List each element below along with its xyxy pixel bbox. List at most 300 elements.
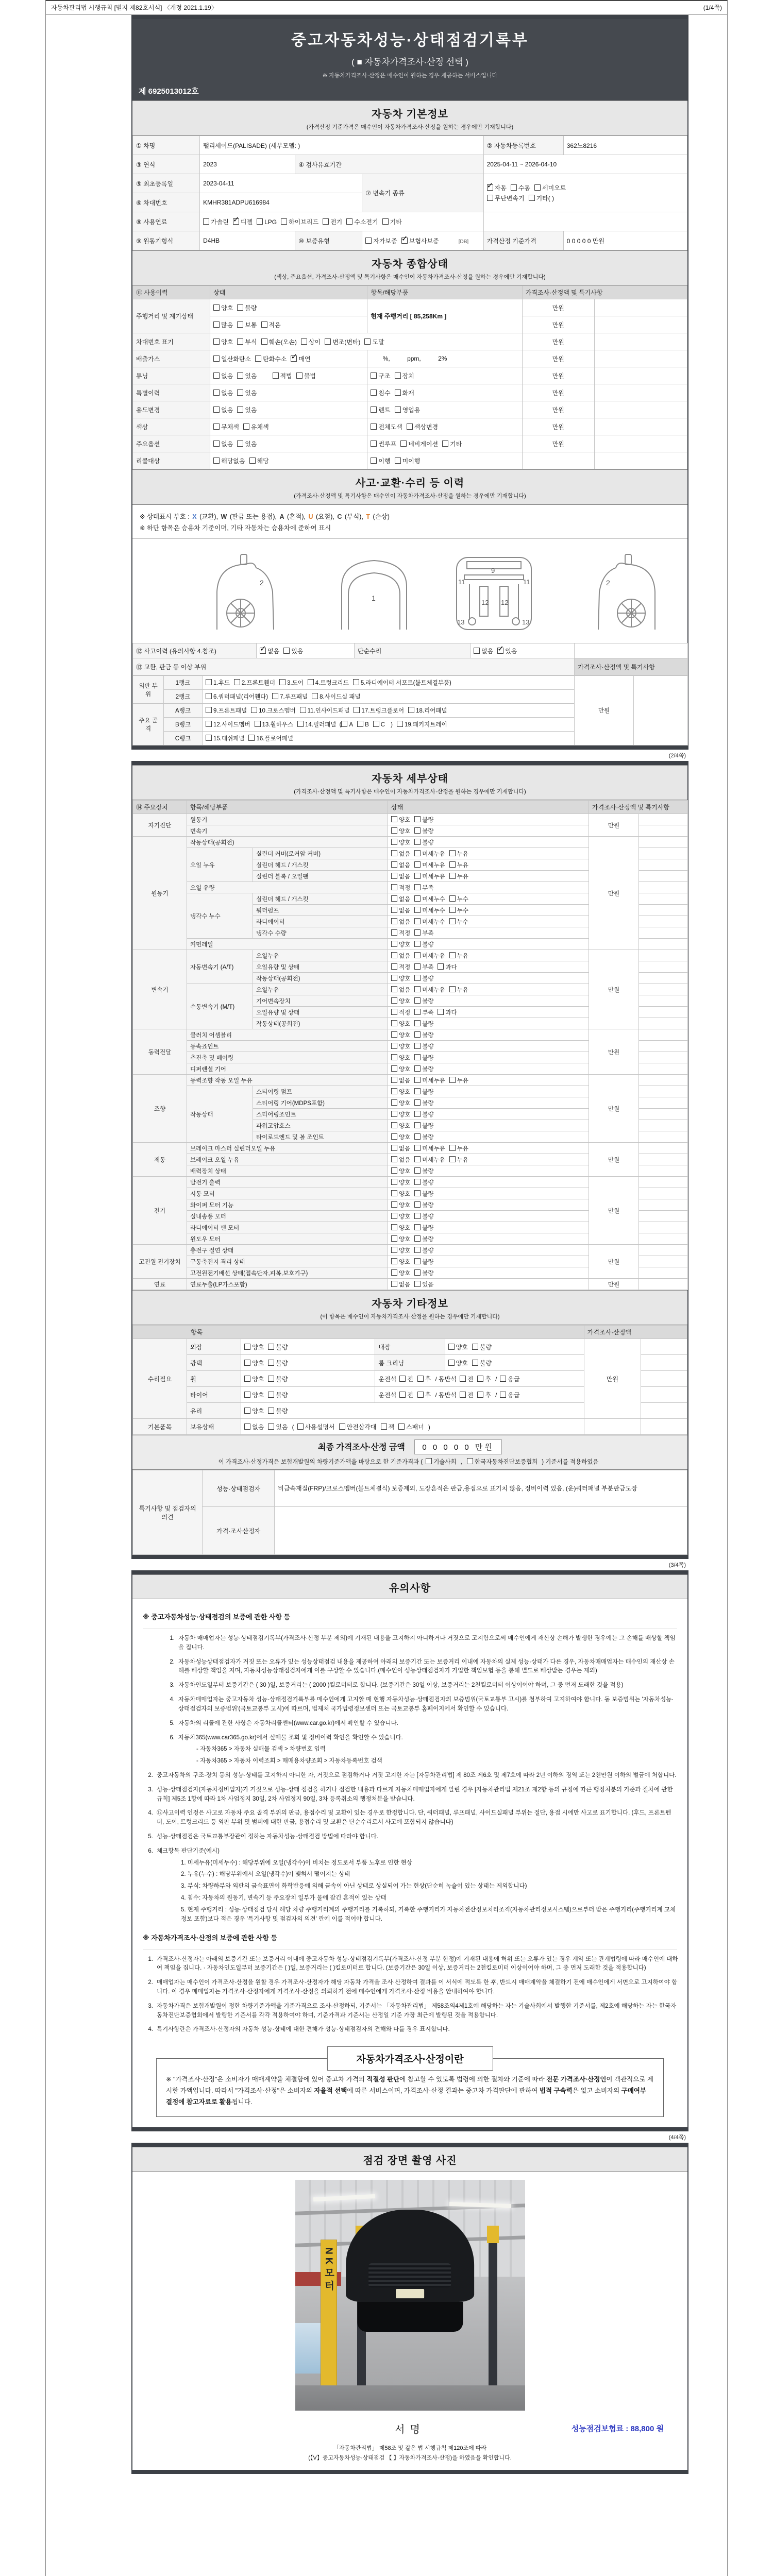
notice-subitem: 1. 미세누유(미세누수) : 해당부위에 오일(냉각수)이 비치는 정도로서 부품 노후로 인한 현상 <box>181 1859 412 1866</box>
checkbox[interactable] <box>511 184 517 191</box>
checkbox[interactable] <box>500 1376 506 1382</box>
checkbox[interactable] <box>291 355 297 362</box>
checkbox[interactable] <box>391 975 397 981</box>
checkbox[interactable] <box>414 907 421 913</box>
state-cell <box>210 316 367 333</box>
checkbox[interactable] <box>414 861 421 868</box>
checkbox[interactable] <box>414 975 421 981</box>
part-label: 실린더 블록 / 오일팬 <box>253 871 388 882</box>
checkbox[interactable] <box>391 1145 397 1151</box>
checkbox[interactable] <box>414 1065 421 1072</box>
checkbox[interactable] <box>391 1122 397 1128</box>
comprehensive-table <box>132 285 687 469</box>
checkbox[interactable] <box>341 721 347 727</box>
checkbox[interactable] <box>414 1213 421 1219</box>
checkbox-option <box>391 918 410 926</box>
legend-line <box>140 512 680 521</box>
checkbox[interactable] <box>391 1009 397 1015</box>
checkbox[interactable] <box>244 1408 250 1414</box>
checkbox[interactable] <box>449 907 456 913</box>
checkbox[interactable] <box>391 861 397 868</box>
checkbox[interactable] <box>213 457 220 464</box>
checkbox[interactable] <box>244 1360 250 1366</box>
checkbox-option <box>438 1008 457 1016</box>
checkbox[interactable] <box>206 735 212 741</box>
checkbox[interactable] <box>414 918 421 924</box>
checkbox[interactable] <box>213 355 220 362</box>
checkbox[interactable] <box>414 1111 421 1117</box>
checkbox[interactable] <box>391 1099 397 1106</box>
checkbox[interactable] <box>414 1043 421 1049</box>
checkbox[interactable] <box>365 238 372 244</box>
checkbox[interactable] <box>400 440 407 447</box>
checkbox[interactable] <box>391 952 397 958</box>
checkbox[interactable] <box>414 952 421 958</box>
checkbox[interactable] <box>244 1376 250 1382</box>
basic-info-table <box>132 135 687 250</box>
checkbox-label: 6.쿼터패널(리어휀다) <box>213 694 268 700</box>
checkbox[interactable] <box>460 1392 466 1398</box>
checkbox-label: 양호 <box>252 1343 264 1351</box>
notes-cell <box>639 973 688 984</box>
checkbox[interactable] <box>273 372 279 379</box>
checkbox[interactable] <box>391 1054 397 1060</box>
checkbox-option <box>391 1201 410 1209</box>
checkbox[interactable] <box>500 1392 506 1398</box>
checkbox[interactable] <box>414 1190 421 1196</box>
checkbox[interactable] <box>448 1360 455 1366</box>
notes-cell <box>639 1211 688 1222</box>
checkbox-label: A <box>349 722 354 728</box>
checkbox[interactable] <box>281 218 287 225</box>
checkbox[interactable] <box>426 1458 432 1464</box>
final-price-note: 이 가격조사·산정가격은 보험개발원의 차량기준가액을 바탕으로 한 기준가격과 ( 기술사회 , 한국자동차진단보증협회 ) 기준서를 적용하였음 <box>132 1458 687 1466</box>
checkbox[interactable] <box>391 1213 397 1219</box>
checkbox[interactable] <box>414 1020 421 1026</box>
checkbox[interactable] <box>414 850 421 856</box>
checkbox[interactable] <box>474 648 480 654</box>
checkbox[interactable] <box>417 1376 424 1382</box>
checkbox[interactable] <box>353 679 359 685</box>
checkbox[interactable] <box>391 986 397 992</box>
checkbox[interactable] <box>414 1031 421 1038</box>
checkbox-label: 양호 <box>399 1123 411 1129</box>
checkbox[interactable] <box>477 1392 483 1398</box>
checkbox[interactable] <box>414 986 421 992</box>
checkbox-option <box>414 952 445 960</box>
state-cell <box>210 401 367 418</box>
checkbox[interactable] <box>244 1344 250 1350</box>
checkbox[interactable] <box>472 1360 478 1366</box>
checkbox[interactable] <box>382 218 389 225</box>
item-label: 오일 유량 <box>187 882 388 893</box>
checkbox-label: 9.프론트패널 <box>213 708 247 714</box>
checkbox[interactable] <box>391 1156 397 1162</box>
notes-cell <box>639 1245 688 1256</box>
confirmation-line-2: (【V】중고자동차성능·상태점검 【 】자동차가격조사·산정)을 하였음을 확인합니다. <box>308 2454 512 2461</box>
checkbox[interactable] <box>237 338 243 345</box>
checkbox[interactable] <box>391 1077 397 1083</box>
checkbox[interactable] <box>391 1235 397 1242</box>
checkbox[interactable] <box>391 1167 397 1174</box>
checkbox[interactable] <box>391 816 397 822</box>
checkbox-label: 전 <box>467 1375 474 1383</box>
checkbox[interactable] <box>391 839 397 845</box>
checkbox[interactable] <box>203 218 209 225</box>
checkbox[interactable] <box>449 1156 456 1162</box>
checkbox[interactable] <box>213 321 220 328</box>
inspection-period-label: ④ 검사유효기간 <box>295 155 483 174</box>
price-cell: 만원 <box>522 435 594 452</box>
checkbox-option <box>268 1375 288 1383</box>
checkbox[interactable] <box>371 389 377 396</box>
checkbox-option <box>414 929 433 937</box>
legend-note: ※ 하단 항목은 승용차 기준이며, 기타 자동차는 승용차에 준하여 표시 <box>140 524 331 532</box>
checkbox-option <box>449 918 468 926</box>
checkbox[interactable] <box>399 1376 406 1382</box>
checkbox[interactable] <box>371 440 377 447</box>
checkbox[interactable] <box>395 389 401 396</box>
notes-cell <box>639 1233 688 1245</box>
checkbox-label: 불량 <box>422 941 434 948</box>
checkbox[interactable] <box>414 997 421 1004</box>
checkbox[interactable] <box>391 1179 397 1185</box>
checkbox-option <box>391 1235 410 1243</box>
checkbox[interactable] <box>414 827 421 834</box>
checkbox[interactable] <box>414 929 421 936</box>
diagram-number: 2 <box>259 579 264 587</box>
checkbox-option <box>391 1178 410 1187</box>
checkbox[interactable] <box>243 423 249 430</box>
checkbox[interactable] <box>233 218 239 225</box>
checkbox-option <box>213 439 233 448</box>
checkbox[interactable] <box>323 218 329 225</box>
page-marker-4: (4/4쪽) <box>668 2134 686 2141</box>
checkbox[interactable] <box>213 372 220 379</box>
checkbox[interactable] <box>449 986 456 992</box>
page-marker-2: (2/4쪽) <box>668 753 686 759</box>
checkbox-label: 불량 <box>276 1375 288 1383</box>
state-cell <box>241 1371 375 1387</box>
checkbox-option <box>449 850 468 858</box>
checkbox[interactable] <box>414 1122 421 1128</box>
notes-cell <box>594 367 687 384</box>
price-cell: 만원 <box>584 1339 641 1419</box>
checkbox[interactable] <box>244 1392 250 1398</box>
checkbox[interactable] <box>391 850 397 856</box>
checkbox[interactable] <box>391 997 397 1004</box>
checkbox[interactable] <box>391 1224 397 1230</box>
checkbox[interactable] <box>414 873 421 879</box>
state-cell <box>388 1120 589 1131</box>
checkbox[interactable] <box>414 1247 421 1253</box>
checkbox[interactable] <box>213 406 220 413</box>
checkbox[interactable] <box>391 895 397 902</box>
checkbox[interactable] <box>371 372 377 379</box>
checkbox-label: 세미오토 <box>542 184 566 192</box>
checkbox[interactable] <box>391 1269 397 1276</box>
checkbox[interactable] <box>339 1423 345 1430</box>
checkbox[interactable] <box>414 1133 421 1140</box>
checkbox[interactable] <box>308 679 314 685</box>
notice-item <box>142 2025 678 2035</box>
checkbox-label: 부족 <box>422 964 434 971</box>
checkbox[interactable] <box>255 355 261 362</box>
checkbox[interactable] <box>449 850 456 856</box>
checkbox[interactable] <box>414 839 421 845</box>
checkbox[interactable] <box>449 873 456 879</box>
checkbox[interactable] <box>391 963 397 970</box>
checkbox[interactable] <box>272 693 278 699</box>
checkbox[interactable] <box>257 218 263 225</box>
checkbox[interactable] <box>401 238 408 244</box>
checkbox-option <box>397 720 447 728</box>
checkbox[interactable] <box>391 1088 397 1094</box>
checkbox-label: 양호 <box>399 1168 411 1175</box>
checkbox[interactable] <box>399 1392 406 1398</box>
checkbox[interactable] <box>397 721 403 727</box>
checkbox[interactable] <box>297 1423 304 1430</box>
final-price-label: 최종 가격조사·산정 금액 <box>318 1443 405 1452</box>
checkbox[interactable] <box>414 963 421 970</box>
checkbox[interactable] <box>391 1247 397 1253</box>
checkbox-option <box>357 721 369 728</box>
notes-cell <box>639 859 688 871</box>
checkbox[interactable] <box>249 457 256 464</box>
checkbox[interactable] <box>391 1031 397 1038</box>
table-header-row <box>133 1326 687 1339</box>
checkbox[interactable] <box>408 707 414 713</box>
checkbox-option <box>414 838 433 846</box>
part-label: 타이로드엔드 및 볼 조인트 <box>253 1131 388 1143</box>
checkbox[interactable] <box>414 1224 421 1230</box>
checkbox[interactable] <box>268 1376 274 1382</box>
checkbox-option <box>308 679 349 687</box>
checkbox-option <box>511 183 530 192</box>
section-title: 점검 장면 촬영 사진 <box>363 2155 457 2166</box>
notes-cell <box>639 927 688 939</box>
checkbox[interactable] <box>414 884 421 890</box>
checkbox[interactable] <box>414 1179 421 1185</box>
checkbox[interactable] <box>371 406 377 413</box>
notice-number: 2. <box>148 1979 153 1986</box>
checkbox[interactable] <box>391 884 397 890</box>
checkbox[interactable] <box>391 1065 397 1072</box>
notes-cell <box>639 916 688 927</box>
checkbox[interactable] <box>449 1077 456 1083</box>
state-cell <box>388 814 589 825</box>
checkbox[interactable] <box>414 1088 421 1094</box>
checkbox[interactable] <box>414 1054 421 1060</box>
checkbox[interactable] <box>414 895 421 902</box>
checkbox-label: 많음 <box>221 321 233 329</box>
checkbox[interactable] <box>354 707 360 713</box>
checkbox[interactable] <box>398 1423 405 1430</box>
checkbox[interactable] <box>301 338 307 345</box>
checkbox[interactable] <box>448 1344 455 1350</box>
checkbox-option <box>268 1422 288 1431</box>
checkbox[interactable] <box>248 735 255 741</box>
checkbox[interactable] <box>206 693 212 699</box>
checkbox[interactable] <box>414 1145 421 1151</box>
checkbox[interactable] <box>260 648 266 654</box>
checkbox[interactable] <box>414 1099 421 1106</box>
notice-text: 매매업자는 매수인이 가격조사·산정을 원할 경우 가격조사·산정자가 해당 자동차 가격을 조사·산정하여 결과를 이 서식에 적도록 한 후, 반드시 매매계약을 체결하기 전에 매수인에게 서면으로 고지하여야 합니다. 이 경우 매매업자는 가격조사·산정자에게 가격조사·산정을 의뢰하기 전에 매수인에게 가격조사·산정 비용을 안내하여야 합니다. <box>157 1979 678 1995</box>
checkbox[interactable] <box>237 406 243 413</box>
checkbox[interactable] <box>391 1281 397 1287</box>
checkbox[interactable] <box>395 406 401 413</box>
checkbox[interactable] <box>206 721 212 727</box>
checkbox[interactable] <box>268 1423 274 1430</box>
checkbox-option <box>382 217 402 226</box>
checkbox[interactable] <box>391 1258 397 1264</box>
checkbox-label: 불량 <box>422 1089 434 1095</box>
checkbox-label: 미세누수 <box>422 919 445 925</box>
checkbox[interactable] <box>325 338 331 345</box>
checkbox-label: 2.프론트휀더 <box>241 680 275 686</box>
checkbox[interactable] <box>449 918 456 924</box>
item-label: 발전기 출력 <box>187 1177 388 1188</box>
checkbox[interactable] <box>391 1111 397 1117</box>
checkbox[interactable] <box>438 963 444 970</box>
checkbox[interactable] <box>449 1145 456 1151</box>
checkbox[interactable] <box>268 1408 274 1414</box>
checkbox[interactable] <box>529 195 535 201</box>
checkbox[interactable] <box>391 1201 397 1208</box>
checkbox[interactable] <box>283 648 290 654</box>
checkbox-option <box>474 647 493 655</box>
checkbox[interactable] <box>391 1133 397 1140</box>
checkbox[interactable] <box>357 721 363 727</box>
checkbox-option <box>414 1054 433 1062</box>
device-group-label: 고전원 전기장치 <box>133 1245 187 1279</box>
checkbox[interactable] <box>261 321 267 328</box>
checkbox[interactable] <box>395 457 401 464</box>
appraiser-opinion <box>275 1507 687 1555</box>
checkbox[interactable] <box>460 1376 466 1382</box>
checkbox[interactable] <box>449 861 456 868</box>
checkbox[interactable] <box>237 440 243 447</box>
checkbox[interactable] <box>414 941 421 947</box>
checkbox[interactable] <box>391 907 397 913</box>
opinions-table <box>132 1470 687 1555</box>
checkbox[interactable] <box>467 1458 473 1464</box>
checkbox[interactable] <box>234 679 240 685</box>
checkbox[interactable] <box>391 827 397 834</box>
checkbox[interactable] <box>414 816 421 822</box>
checkbox[interactable] <box>213 304 220 311</box>
checkbox[interactable] <box>534 184 541 191</box>
checkbox[interactable] <box>312 693 318 699</box>
item-label: 고전원전기배선 상태(접속단자,피복,보호기구) <box>187 1267 388 1279</box>
checkbox[interactable] <box>391 941 397 947</box>
checkbox[interactable] <box>206 679 212 685</box>
checkbox-label: 누유 <box>457 1145 468 1152</box>
checkbox[interactable] <box>346 218 352 225</box>
checkbox[interactable] <box>237 321 243 328</box>
checkbox[interactable] <box>213 440 220 447</box>
checkbox[interactable] <box>391 873 397 879</box>
checkbox[interactable] <box>407 423 413 430</box>
checkbox[interactable] <box>300 707 306 713</box>
checkbox[interactable] <box>237 304 243 311</box>
checkbox[interactable] <box>497 648 503 654</box>
checkbox[interactable] <box>391 1190 397 1196</box>
checkbox[interactable] <box>213 423 220 430</box>
checkbox[interactable] <box>414 1167 421 1174</box>
base-price-value: 0 0 0 0 0 만원 <box>563 231 687 250</box>
checkbox[interactable] <box>237 372 243 379</box>
table-row <box>133 814 688 825</box>
checkbox[interactable] <box>279 679 285 685</box>
checkbox[interactable] <box>381 1423 387 1430</box>
checkbox[interactable] <box>414 1009 421 1015</box>
checkbox[interactable] <box>414 1077 421 1083</box>
notes-cell <box>639 1063 688 1075</box>
checkbox[interactable] <box>268 1360 274 1366</box>
checkbox[interactable] <box>251 707 257 713</box>
checkbox-option <box>391 1156 410 1164</box>
checkbox-label: 부족 <box>422 930 434 937</box>
table-row <box>133 452 687 469</box>
checkbox[interactable] <box>487 195 493 201</box>
checkbox[interactable] <box>364 338 371 345</box>
checkbox[interactable] <box>442 440 448 447</box>
checkbox[interactable] <box>391 918 397 924</box>
checkbox[interactable] <box>244 1423 250 1430</box>
checkbox[interactable] <box>268 1392 274 1398</box>
checkbox[interactable] <box>373 721 379 727</box>
checkbox[interactable] <box>213 338 220 345</box>
subitem-label: 냉각수 누수 <box>187 893 253 939</box>
checkbox[interactable] <box>213 389 220 396</box>
checkbox[interactable] <box>449 952 456 958</box>
checkbox[interactable] <box>391 1043 397 1049</box>
checkbox[interactable] <box>414 1269 421 1276</box>
checkbox[interactable] <box>472 1344 478 1350</box>
checkbox[interactable] <box>237 389 243 396</box>
checkbox[interactable] <box>417 1392 424 1398</box>
checkbox[interactable] <box>371 423 377 430</box>
etc-item-label: 외장 <box>187 1339 241 1355</box>
checkbox[interactable] <box>261 338 267 345</box>
checkbox[interactable] <box>371 457 377 464</box>
checkbox[interactable] <box>414 1156 421 1162</box>
checkbox-option <box>206 692 268 701</box>
checkbox[interactable] <box>268 1344 274 1350</box>
notice-item <box>163 1734 678 1743</box>
notice-text: 자동차성능상태점검자가 거짓 또는 오류가 있는 성능상태점검 내용을 제공하여 아래의 보증기간 또는 보증거리 이내에 자동차의 실제 성능·상태가 다른 경우, 자동차매매업자는 매수인의 재산상 손해를 배상할 책임을 지며, 자동차성능상태점검자에게 이를 구상할 수 있습니다.(매수인이 성능상태점검자가 가입한 책임보험 등을 통해 별도로 배상받는 경우는 제외) <box>178 1658 675 1674</box>
checkbox[interactable] <box>438 1009 444 1015</box>
checkbox[interactable] <box>296 372 303 379</box>
checkbox-option <box>206 720 250 728</box>
checkbox[interactable] <box>391 1020 397 1026</box>
checkbox[interactable] <box>395 372 401 379</box>
state-cell <box>388 1052 589 1063</box>
checkbox[interactable] <box>414 1201 421 1208</box>
checkbox[interactable] <box>206 707 212 713</box>
checkbox[interactable] <box>255 721 261 727</box>
checkbox[interactable] <box>414 1235 421 1242</box>
checkbox[interactable] <box>414 1258 421 1264</box>
checkbox[interactable] <box>297 721 304 727</box>
checkbox-label: 자동 <box>494 184 507 192</box>
checkbox[interactable] <box>449 895 456 902</box>
checkbox[interactable] <box>414 1281 421 1287</box>
checkbox[interactable] <box>391 929 397 936</box>
checkbox[interactable] <box>487 184 493 191</box>
checkbox[interactable] <box>477 1376 483 1382</box>
